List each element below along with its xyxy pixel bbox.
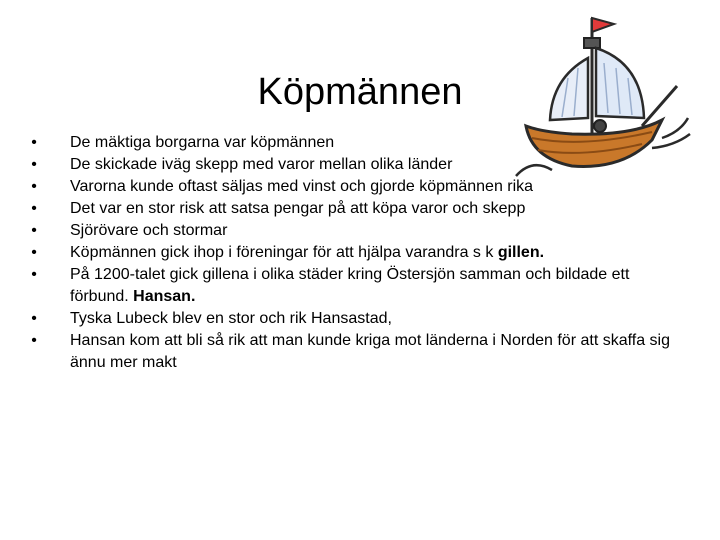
- bullet-glyph: •: [31, 332, 37, 349]
- bullet-list: [24, 132, 674, 374]
- bullet-item: [24, 198, 674, 220]
- bullet-text: Tyska Lubeck blev en stor och rik Hansastad,: [70, 310, 392, 327]
- bullet-text: På 1200-talet gick gillena i olika städer kring Östersjön samman och bildade ett förbund.: [70, 266, 630, 305]
- bullet-item: [24, 220, 674, 242]
- bullet-glyph: •: [31, 222, 37, 239]
- bullet-glyph: •: [31, 310, 37, 327]
- bullet-glyph: •: [31, 156, 37, 173]
- bullet-text: Köpmännen gick ihop i föreningar för att hjälpa varandra s k: [70, 244, 498, 261]
- slide-title: Köpmännen: [257, 71, 463, 114]
- bullet-text: Sjörövare och stormar: [70, 222, 228, 239]
- bullet-item: [24, 242, 674, 264]
- bullet-text: Det var en stor risk att satsa pengar på att köpa varor och skepp: [70, 200, 526, 217]
- bullet-item: [24, 176, 674, 198]
- bullet-item: [24, 308, 674, 330]
- bullet-text: Hansan kom att bli så rik att man kunde kriga mot länderna i Norden för att skaffa sig ännu mer makt: [70, 332, 670, 371]
- bullet-item: [24, 132, 674, 154]
- bullet-bold-term: gillen.: [497, 244, 545, 261]
- bullet-glyph: •: [31, 266, 37, 283]
- bullet-bold-term: Hansan.: [133, 288, 196, 305]
- bullet-glyph: •: [31, 200, 37, 217]
- bullet-text: De mäktiga borgarna var köpmännen: [70, 134, 335, 151]
- bullet-text: Varorna kunde oftast säljas med vinst och gjorde köpmännen rika: [70, 178, 534, 195]
- bullet-glyph: •: [31, 178, 37, 195]
- bullet-item: [24, 330, 674, 374]
- bullet-glyph: •: [31, 244, 37, 261]
- bullet-item: [24, 154, 674, 176]
- bullet-text: De skickade iväg skepp med varor mellan olika länder: [70, 156, 453, 173]
- bullet-glyph: •: [31, 134, 37, 151]
- bullet-item: [24, 264, 674, 308]
